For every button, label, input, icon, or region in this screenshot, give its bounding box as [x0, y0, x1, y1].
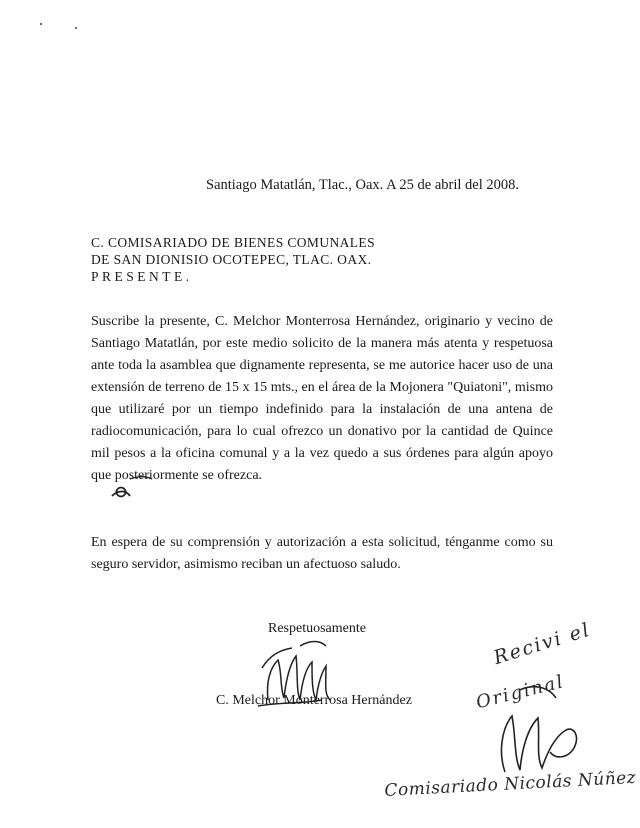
handwritten-note: Comisariado Nicolás Núñez — [384, 767, 637, 801]
body-paragraph: En espera de su comprensión y autorización a esta solicitud, ténganme como su seguro servidor, asimismo reciban un afectuoso saludo. — [91, 535, 553, 572]
scan-speck — [75, 27, 77, 29]
presente-line: PRESENTE. — [91, 269, 193, 284]
addressee-line: DE SAN DIONISIO OCOTEPEC, TLAC. OAX. — [91, 252, 372, 267]
ink-scribble — [112, 488, 130, 497]
addressee-block — [91, 234, 375, 285]
addressee-line: C. COMISARIADO DE BIENES COMUNALES — [91, 235, 375, 250]
signer-name: C. Melchor Monterrosa Hernández — [216, 693, 412, 708]
handwritten-note: Recivi el — [491, 618, 594, 670]
scan-speck — [40, 23, 42, 25]
date-line: Santiago Matatlán, Tlac., Oax. A 25 de abril del 2008. — [206, 177, 520, 193]
body-paragraph: Suscribe la presente, C. Melchor Monterrosa Hernández, originario y vecino de Santiago Matatlán, por este medio solicito de la manera más atenta y respetuosa ante toda la asamblea que dignamente representa, se me autorice hacer uso de una extensión de terreno de 15 x 15 mts., en el área de la Mojonera "Quiatoni", mismo que utilizaré por un tiempo indefinido para la instalación de una antena de radiocomunicación, para lo cual ofrezco un donativo por la cantidad de Quince mil pesos a la oficina comunal y a la vez quedo a sus órdenes para algún apoyo que posteriormente se ofrezca. — [91, 314, 553, 483]
handwritten-note: Original — [474, 671, 567, 714]
closing: Respetuosamente — [268, 621, 366, 636]
